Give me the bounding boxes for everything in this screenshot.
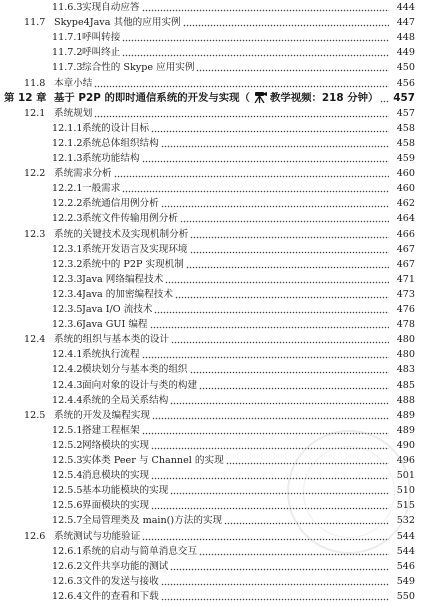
toc-entry-page: 444 bbox=[396, 2, 415, 13]
toc-entry-title: 系统中的 P2P 实现机制 bbox=[82, 258, 184, 270]
toc-entry-page: 464 bbox=[396, 213, 415, 225]
toc-leader-dots bbox=[161, 136, 389, 151]
toc-entry-number: 12.4 bbox=[24, 334, 46, 346]
toc-entry-title: Skype4Java 其他的应用实例 bbox=[54, 17, 181, 29]
toc-leader-dots bbox=[170, 559, 389, 574]
toc-entry[interactable] bbox=[0, 227, 429, 242]
toc-entry-number: 12.4.1 bbox=[52, 349, 83, 361]
toc-leader-dots bbox=[186, 257, 389, 272]
toc-entry-number: 12.6.2 bbox=[52, 560, 83, 572]
toc-entry-number: 12.3.4 bbox=[52, 288, 83, 300]
toc-entry[interactable] bbox=[0, 0, 429, 15]
toc-entry[interactable] bbox=[0, 151, 429, 166]
toc-entry-page: 476 bbox=[396, 304, 415, 315]
toc-entry[interactable] bbox=[0, 242, 429, 257]
toc-entry-title: 界面模块的实现 bbox=[82, 500, 150, 512]
toc-entry-number: 12.6.3 bbox=[52, 575, 83, 587]
toc-entry[interactable] bbox=[0, 272, 429, 287]
toc-entry-title: 网络模块的实现 bbox=[82, 439, 150, 451]
toc-entry-number: 12.2.2 bbox=[52, 198, 83, 210]
toc-leader-dots bbox=[183, 15, 389, 30]
toc-entry-number: 12.4.4 bbox=[52, 394, 83, 406]
toc-entry-number: 12.5.7 bbox=[52, 515, 83, 527]
toc-entry-number: 12.2.3 bbox=[52, 213, 83, 225]
toc-entry-number: 11.7.3 bbox=[52, 62, 83, 74]
toc-leader-dots bbox=[142, 0, 389, 15]
toc-entry-page: 460 bbox=[396, 168, 415, 180]
toc-entry[interactable] bbox=[0, 121, 429, 136]
toc-entry[interactable] bbox=[0, 287, 429, 302]
toc-leader-dots bbox=[142, 151, 389, 166]
toc-entry-title: 文件的发送与接收 bbox=[82, 575, 159, 587]
toc-entry-title: 系统的启动与简单消息交互 bbox=[82, 545, 198, 557]
toc-entry[interactable] bbox=[0, 574, 429, 589]
toc-entry-title: 综合性的 Skype 应用实例 bbox=[82, 62, 195, 74]
toc-entry-title: 系统的开发及编程实现 bbox=[54, 409, 150, 421]
toc-leader-dots bbox=[122, 45, 389, 60]
toc-entry-number: 12.6.1 bbox=[52, 545, 83, 557]
toc-entry-title: 文件的查看和下载 bbox=[82, 590, 159, 602]
toc-entry-page: 459 bbox=[396, 153, 415, 164]
toc-entry-title: 一般需求 bbox=[82, 183, 121, 195]
toc-entry[interactable] bbox=[0, 378, 429, 393]
toc-entry[interactable] bbox=[0, 302, 429, 317]
toc-entry[interactable] bbox=[0, 468, 429, 483]
toc-entry-title: 系统需求分析 bbox=[54, 168, 112, 180]
toc-leader-dots bbox=[190, 227, 389, 242]
toc-entry-title: 实体类 Peer 与 Channel 的实现 bbox=[82, 455, 224, 466]
toc-entry-number: 11.7.2 bbox=[52, 47, 83, 59]
toc-entry-page: 460 bbox=[396, 183, 415, 195]
video-camera-icon bbox=[252, 91, 268, 103]
toc-entry-page: 457 bbox=[393, 91, 415, 104]
toc-entry-number: 12.5.6 bbox=[52, 500, 83, 512]
toc-entry-number: 12.2.1 bbox=[52, 183, 83, 195]
toc-entry[interactable] bbox=[0, 347, 429, 362]
toc-entry-number: 11.7.1 bbox=[52, 32, 83, 44]
toc-leader-dots bbox=[226, 453, 389, 468]
toc-entry[interactable] bbox=[0, 332, 429, 347]
toc-entry-number: 12.5.1 bbox=[52, 424, 83, 436]
toc-entry-number: 12.3.6 bbox=[52, 319, 83, 331]
toc-entry-title: Java 的加密编程技术 bbox=[82, 288, 173, 300]
toc-entry-page: 490 bbox=[396, 439, 415, 451]
toc-entry-page: 471 bbox=[396, 273, 415, 285]
toc-entry-title: Java 网络编程技术 bbox=[82, 273, 164, 285]
toc-leader-dots bbox=[122, 181, 389, 196]
toc-leader-dots bbox=[380, 91, 389, 106]
toc-entry-title: 呼叫转接 bbox=[82, 32, 121, 44]
toc-entry-page: 473 bbox=[396, 288, 415, 300]
toc-entry-title: Java GUI 编程 bbox=[82, 319, 148, 331]
toc-entry-number: 12.5.2 bbox=[52, 439, 83, 451]
toc-entry[interactable] bbox=[0, 257, 429, 272]
toc-entry[interactable] bbox=[0, 136, 429, 151]
toc-leader-dots bbox=[142, 529, 389, 544]
toc-entry-page: 544 bbox=[396, 545, 415, 557]
toc-leader-dots bbox=[152, 408, 389, 423]
toc-entry-title: 系统总体组织结构 bbox=[82, 137, 159, 149]
toc-leader-dots bbox=[190, 242, 389, 257]
toc-entry-number: 12.3.5 bbox=[52, 304, 83, 315]
toc-entry[interactable] bbox=[0, 408, 429, 423]
toc-entry[interactable] bbox=[0, 483, 429, 498]
toc-entry-number: 11.6.3 bbox=[52, 2, 83, 13]
toc-entry-title: 消息模块的实现 bbox=[82, 470, 150, 482]
toc-entry-number: 12.6.4 bbox=[52, 590, 83, 602]
toc-entry[interactable] bbox=[0, 453, 429, 468]
toc-entry-title: 系统通信用例分析 bbox=[82, 198, 159, 210]
toc-leader-dots bbox=[142, 347, 389, 362]
toc-entry[interactable] bbox=[0, 91, 429, 106]
toc-entry-page: 489 bbox=[396, 424, 415, 436]
toc-entry-page: 462 bbox=[396, 198, 415, 210]
toc-entry[interactable] bbox=[0, 423, 429, 438]
toc-entry-page: 478 bbox=[396, 319, 415, 331]
toc-entry-page: 449 bbox=[396, 47, 415, 59]
toc-leader-dots bbox=[161, 574, 389, 589]
toc-leader-dots bbox=[175, 287, 389, 302]
toc-entry-number: 12.1.1 bbox=[52, 122, 83, 134]
toc-entry-title: Java I/O 流技术 bbox=[82, 304, 153, 315]
toc-entry-page: 467 bbox=[396, 243, 415, 255]
toc-entry-page: 466 bbox=[396, 228, 415, 240]
toc-leader-dots bbox=[151, 468, 389, 483]
toc-leader-dots bbox=[170, 393, 389, 408]
toc-entry[interactable] bbox=[0, 498, 429, 513]
toc-entry-number: 12.6 bbox=[24, 530, 46, 542]
toc-entry-number: 12.3 bbox=[24, 228, 46, 240]
toc-leader-dots bbox=[180, 211, 389, 226]
toc-entry[interactable] bbox=[0, 106, 429, 121]
toc-entry[interactable] bbox=[0, 544, 429, 559]
toc-entry-title: 系统的组织与基本类的设计 bbox=[54, 334, 170, 346]
toc-entry-page: 467 bbox=[396, 258, 415, 270]
toc-entry-title: 基本功能模块的实现 bbox=[82, 485, 169, 497]
toc-entry-number: 12.5.4 bbox=[52, 470, 83, 482]
toc-entry-number: 12.1.3 bbox=[52, 153, 83, 164]
toc-entry-number: 12.4.3 bbox=[52, 379, 83, 391]
toc-leader-dots bbox=[161, 589, 389, 604]
toc-entry-title: 模块划分与基本类的组织 bbox=[82, 364, 188, 376]
toc-entry-page: 510 bbox=[396, 485, 415, 497]
toc-entry-title: 系统文件传输用例分析 bbox=[82, 213, 178, 225]
toc-entry-page: 448 bbox=[396, 32, 415, 44]
toc-entry-title: 搭建工程框架 bbox=[82, 424, 140, 436]
toc-leader-dots bbox=[151, 438, 389, 453]
toc-leader-dots bbox=[114, 166, 389, 181]
toc-entry-number: 12.2 bbox=[24, 168, 46, 180]
toc-entry-title: 面向对象的设计与类的构建 bbox=[82, 379, 198, 391]
toc-entry-page: 515 bbox=[396, 500, 415, 512]
toc-entry-page: 457 bbox=[396, 107, 415, 119]
toc-entry[interactable] bbox=[0, 438, 429, 453]
toc-leader-dots bbox=[151, 121, 389, 136]
toc-entry[interactable] bbox=[0, 529, 429, 544]
toc-leader-dots bbox=[94, 106, 389, 121]
toc-entry[interactable] bbox=[0, 393, 429, 408]
toc-entry-number: 12.5.5 bbox=[52, 485, 83, 497]
toc-entry[interactable] bbox=[0, 513, 429, 528]
toc-leader-dots bbox=[151, 498, 389, 513]
toc-entry-page: 458 bbox=[396, 137, 415, 149]
toc-entry[interactable] bbox=[0, 317, 429, 332]
toc-entry-page: 447 bbox=[396, 17, 415, 29]
toc-entry-page: 485 bbox=[396, 379, 415, 391]
toc-entry-title: 系统执行流程 bbox=[82, 349, 140, 361]
toc-entry-title: 系统测试与功能验证 bbox=[54, 530, 141, 542]
toc-entry-title: 本章小结 bbox=[54, 77, 93, 89]
toc-entry-page: 450 bbox=[396, 62, 415, 74]
toc-leader-dots bbox=[154, 302, 389, 317]
toc-leader-dots bbox=[150, 317, 389, 332]
toc-entry-title: 系统的全局关系结构 bbox=[82, 394, 169, 406]
toc-leader-dots bbox=[199, 378, 389, 393]
toc-entry[interactable] bbox=[0, 15, 429, 30]
toc-entry-title: 基于 P2P 的即时通信系统的开发与实现（ 教学视频：218 分钟） bbox=[54, 91, 379, 104]
toc-entry-number: 11.7 bbox=[24, 17, 46, 29]
toc-entry-page: 489 bbox=[396, 409, 415, 421]
toc-leader-dots bbox=[190, 362, 389, 377]
toc-entry-title: 系统规划 bbox=[54, 107, 93, 119]
toc-entry[interactable] bbox=[0, 589, 429, 604]
toc-entry-title: 文件共享功能的测试 bbox=[82, 560, 169, 572]
toc-entry-number: 第 12 章 bbox=[4, 91, 47, 104]
toc-leader-dots bbox=[170, 483, 389, 498]
toc-leader-dots bbox=[94, 76, 389, 91]
toc-leader-dots bbox=[122, 30, 389, 45]
toc-entry-page: 550 bbox=[396, 590, 415, 602]
toc-entry[interactable] bbox=[0, 196, 429, 211]
toc-entry-page: 544 bbox=[396, 530, 415, 542]
toc-entry-title: 实现自动应答 bbox=[82, 2, 140, 13]
toc-entry-page: 480 bbox=[396, 349, 415, 361]
toc-leader-dots bbox=[171, 332, 389, 347]
toc-entry[interactable] bbox=[0, 559, 429, 574]
toc-entry-number: 11.8 bbox=[24, 77, 46, 89]
toc-entry[interactable] bbox=[0, 30, 429, 45]
toc-entry-page: 483 bbox=[396, 364, 415, 376]
toc-entry[interactable] bbox=[0, 45, 429, 60]
toc-entry-page: 549 bbox=[396, 575, 415, 587]
toc-entry-title: 呼叫终止 bbox=[82, 47, 121, 59]
toc-entry-page: 532 bbox=[396, 515, 415, 527]
toc-entry[interactable] bbox=[0, 181, 429, 196]
toc-entry-number: 12.1.2 bbox=[52, 137, 83, 149]
toc-entry-page: 488 bbox=[396, 394, 415, 406]
toc-entry-title: 全局管理类及 main()方法的实现 bbox=[82, 515, 223, 527]
toc-entry[interactable] bbox=[0, 166, 429, 181]
toc-leader-dots bbox=[142, 423, 389, 438]
toc-entry-page: 480 bbox=[396, 334, 415, 346]
toc-entry-number: 12.5.3 bbox=[52, 455, 83, 466]
toc-entry-page: 456 bbox=[396, 77, 415, 89]
toc-leader-dots bbox=[224, 513, 389, 528]
toc-entry-title: 系统功能结构 bbox=[82, 153, 140, 164]
toc-entry-page: 501 bbox=[396, 470, 415, 482]
toc-entry[interactable] bbox=[0, 76, 429, 91]
toc-entry-number: 12.3.2 bbox=[52, 258, 83, 270]
toc-leader-dots bbox=[199, 544, 389, 559]
toc-entry[interactable] bbox=[0, 60, 429, 75]
toc-entry-number: 12.5 bbox=[24, 409, 46, 421]
toc-entry[interactable] bbox=[0, 211, 429, 226]
toc-entry-page: 458 bbox=[396, 122, 415, 134]
toc-entry-title: 系统的关键技术及实现机制分析 bbox=[54, 228, 189, 240]
toc-entry-title: 系统开发语言及实现环境 bbox=[82, 243, 188, 255]
toc-entry-page: 546 bbox=[396, 560, 415, 572]
toc-leader-dots bbox=[165, 272, 389, 287]
toc-entry[interactable] bbox=[0, 362, 429, 377]
toc-entry-title: 系统的设计目标 bbox=[82, 122, 150, 134]
toc-entry-number: 12.3.3 bbox=[52, 273, 83, 285]
toc-entry-number: 12.4.2 bbox=[52, 364, 83, 376]
toc-entry-page: 496 bbox=[396, 455, 415, 466]
toc-entry-number: 12.3.1 bbox=[52, 243, 83, 255]
toc-leader-dots bbox=[161, 196, 389, 211]
toc-entry-number: 12.1 bbox=[24, 107, 46, 119]
toc-leader-dots bbox=[196, 60, 389, 75]
